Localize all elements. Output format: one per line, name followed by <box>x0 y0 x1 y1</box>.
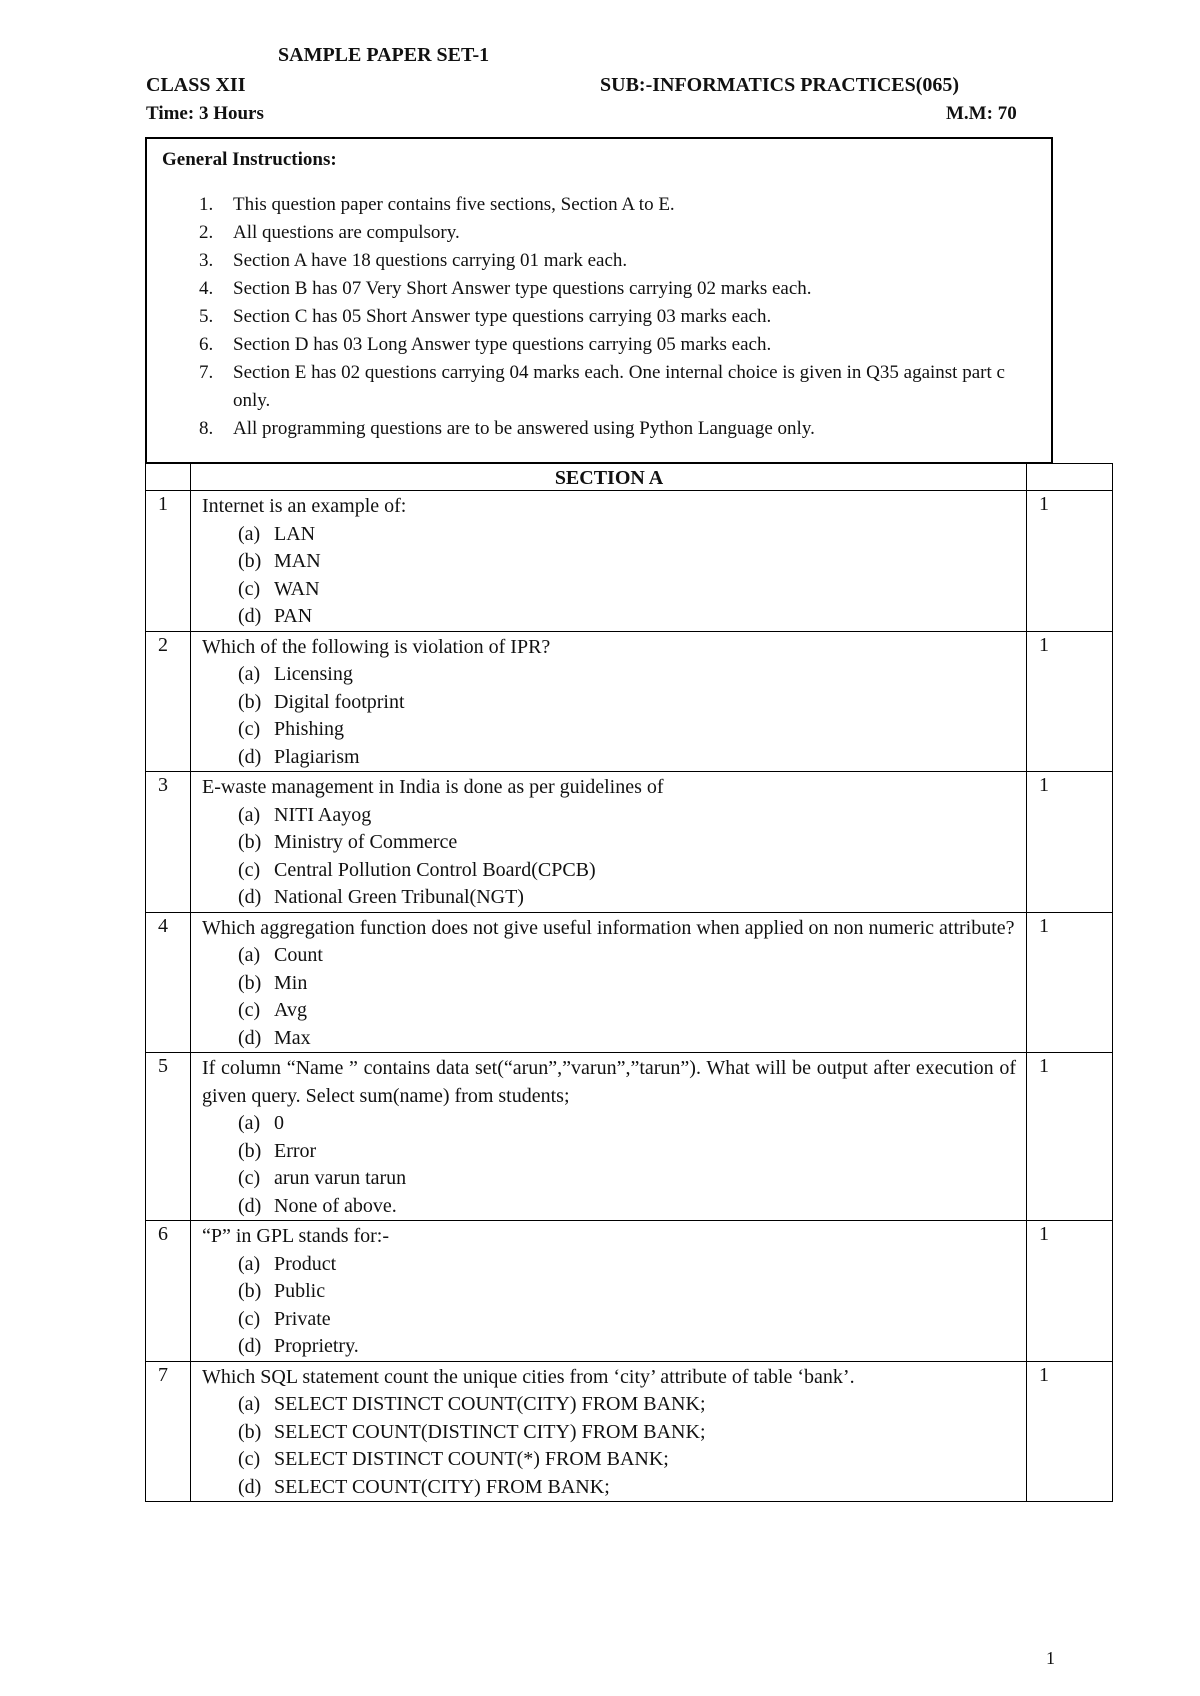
option-label: (b) <box>238 831 262 853</box>
instruction-item <box>163 303 1043 331</box>
instruction-text: Section D has 03 Long Answer type questions carrying 05 marks each. <box>233 334 772 355</box>
question-number: 5 <box>146 1053 191 1221</box>
option-label: (c) <box>238 1167 261 1189</box>
option-text: NITI Aayog <box>274 803 372 826</box>
option-item <box>238 1193 1016 1221</box>
option-item <box>238 970 1016 998</box>
section-header-row <box>146 464 1113 491</box>
option-text: Public <box>274 1280 326 1302</box>
questions-table <box>145 463 1113 1502</box>
instruction-text: All programming questions are to be answered using Python Language only. <box>233 418 815 439</box>
option-text: Max <box>274 1026 311 1049</box>
option-text: SELECT DISTINCT COUNT(*) FROM BANK; <box>274 1448 669 1470</box>
instruction-number: 3. <box>199 250 214 271</box>
instruction-number: 8. <box>199 418 214 439</box>
option-item <box>238 548 1016 576</box>
question-number: 7 <box>146 1361 191 1502</box>
option-text: Min <box>274 971 308 994</box>
option-item <box>238 1419 1016 1447</box>
question-content <box>191 631 1027 772</box>
instruction-number: 6. <box>199 334 214 355</box>
instruction-number: 1. <box>199 194 214 215</box>
question-marks: 1 <box>1027 772 1113 913</box>
question-content <box>191 491 1027 632</box>
option-item <box>238 997 1016 1025</box>
question-text: If column “Name ” contains data set(“arun”,”varun”,”tarun”). What will be output after execution of given query. Select sum(name) from students; <box>202 1057 1016 1107</box>
option-item <box>238 1446 1016 1474</box>
option-text: None of above. <box>274 1194 397 1217</box>
options-list <box>202 1110 1016 1220</box>
option-label: (a) <box>238 663 261 685</box>
subject-label: SUB:-INFORMATICS PRACTICES(065) <box>600 74 960 96</box>
question-content <box>191 1361 1027 1502</box>
option-item <box>238 1474 1016 1502</box>
option-text: 0 <box>274 1112 284 1134</box>
paper-title: SAMPLE PAPER SET-1 <box>278 44 490 66</box>
max-marks-label: M.M: 70 <box>946 103 1017 124</box>
option-item <box>238 829 1016 857</box>
question-text: Internet is an example of: <box>202 495 407 517</box>
instruction-item <box>163 275 1043 303</box>
option-item <box>238 1251 1016 1279</box>
options-list <box>202 802 1016 912</box>
option-item <box>238 1110 1016 1138</box>
instruction-text: Section A have 18 questions carrying 01 mark each. <box>233 250 628 271</box>
instruction-text: Section C has 05 Short Answer type questions carrying 03 marks each. <box>233 306 772 327</box>
option-text: Phishing <box>274 718 345 740</box>
option-item <box>238 802 1016 830</box>
instruction-number: 4. <box>199 278 214 299</box>
question-row <box>146 491 1113 632</box>
option-item <box>238 942 1016 970</box>
option-item <box>238 884 1016 912</box>
question-text: Which aggregation function does not give useful information when applied on non numeric attribute? <box>202 916 1015 939</box>
option-label: (c) <box>238 718 261 740</box>
option-label: (d) <box>238 886 262 908</box>
option-label: (a) <box>238 1252 261 1275</box>
option-text: SELECT COUNT(CITY) FROM BANK; <box>274 1475 610 1498</box>
instruction-item <box>163 359 1043 415</box>
option-text: Plagiarism <box>274 745 360 768</box>
option-item <box>238 744 1016 772</box>
option-item <box>238 1306 1016 1334</box>
option-label: (b) <box>238 690 262 713</box>
option-label: (a) <box>238 944 261 966</box>
question-text: Which SQL statement count the unique cities from ‘city’ attribute of table ‘bank’. <box>202 1365 855 1388</box>
option-item <box>238 1333 1016 1361</box>
option-label: (d) <box>238 1194 262 1217</box>
question-marks: 1 <box>1027 1221 1113 1362</box>
instruction-item <box>163 415 1043 443</box>
option-label: (b) <box>238 1420 262 1443</box>
option-text: MAN <box>274 550 321 572</box>
question-number: 3 <box>146 772 191 913</box>
option-text: Avg <box>274 999 307 1021</box>
question-text: “P” in GPL stands for:- <box>202 1225 390 1247</box>
option-item <box>238 576 1016 604</box>
instruction-item <box>163 247 1043 275</box>
instruction-number: 5. <box>199 306 214 327</box>
instruction-text: Section E has 02 questions carrying 04 marks each. One internal choice is given in Q35 against part c only. <box>233 362 1005 411</box>
question-row <box>146 1361 1113 1502</box>
option-item <box>238 716 1016 744</box>
option-label: (d) <box>238 1026 262 1049</box>
question-row <box>146 772 1113 913</box>
option-label: (c) <box>238 858 261 881</box>
option-item <box>238 1278 1016 1306</box>
instruction-number: 2. <box>199 222 214 243</box>
time-label: Time: 3 Hours <box>146 103 264 124</box>
option-text: National Green Tribunal(NGT) <box>274 886 524 908</box>
question-marks: 1 <box>1027 631 1113 772</box>
option-label: (d) <box>238 1335 262 1357</box>
option-text: SELECT COUNT(DISTINCT CITY) FROM BANK; <box>274 1420 706 1443</box>
option-text: Ministry of Commerce <box>274 831 458 853</box>
option-text: Error <box>274 1139 317 1162</box>
option-label: (b) <box>238 971 262 994</box>
option-item <box>238 689 1016 717</box>
option-text: Proprietry. <box>274 1335 359 1357</box>
option-text: Count <box>274 944 323 966</box>
options-list <box>202 1391 1016 1501</box>
instruction-item <box>163 219 1043 247</box>
instruction-text: Section B has 07 Very Short Answer type questions carrying 02 marks each. <box>233 278 812 299</box>
question-text: Which of the following is violation of IPR? <box>202 635 551 658</box>
option-text: SELECT DISTINCT COUNT(CITY) FROM BANK; <box>274 1393 706 1415</box>
question-content <box>191 772 1027 913</box>
option-label: (a) <box>238 1112 261 1134</box>
section-title: SECTION A <box>191 464 1027 491</box>
question-row <box>146 1221 1113 1362</box>
option-label: (d) <box>238 605 262 627</box>
class-label: CLASS XII <box>146 74 246 96</box>
question-row <box>146 1053 1113 1221</box>
question-marks: 1 <box>1027 1361 1113 1502</box>
option-text: PAN <box>274 605 313 627</box>
question-content <box>191 1053 1027 1221</box>
instruction-text: This question paper contains five sections, Section A to E. <box>233 194 675 215</box>
options-list <box>202 1251 1016 1361</box>
general-instructions-box <box>145 137 1053 464</box>
options-list <box>202 661 1016 771</box>
question-text: E-waste management in India is done as per guidelines of <box>202 776 664 798</box>
option-item <box>238 1138 1016 1166</box>
option-text: WAN <box>274 577 320 600</box>
option-label: (a) <box>238 1393 261 1415</box>
option-text: Digital footprint <box>274 690 405 713</box>
options-list <box>202 942 1016 1052</box>
option-item <box>238 661 1016 689</box>
instructions-title: General Instructions: <box>162 149 337 170</box>
question-marks: 1 <box>1027 912 1113 1053</box>
page-number: 1 <box>1046 1648 1055 1668</box>
option-text: LAN <box>274 522 316 545</box>
option-label: (b) <box>238 550 262 572</box>
option-item <box>238 1391 1016 1419</box>
question-number: 4 <box>146 912 191 1053</box>
instructions-list <box>163 191 1043 443</box>
question-marks: 1 <box>1027 491 1113 632</box>
question-row <box>146 631 1113 772</box>
question-content <box>191 1221 1027 1362</box>
option-label: (c) <box>238 1448 261 1470</box>
option-label: (a) <box>238 803 261 826</box>
option-label: (a) <box>238 522 261 545</box>
instruction-text: All questions are compulsory. <box>233 222 460 243</box>
question-number: 2 <box>146 631 191 772</box>
option-label: (d) <box>238 1475 262 1498</box>
option-item <box>238 603 1016 631</box>
instruction-item <box>163 331 1043 359</box>
instruction-number: 7. <box>199 362 214 383</box>
option-text: Central Pollution Control Board(CPCB) <box>274 858 596 881</box>
option-text: arun varun tarun <box>274 1167 407 1189</box>
option-label: (d) <box>238 745 262 768</box>
option-item <box>238 521 1016 549</box>
option-item <box>238 1025 1016 1053</box>
section-marks-cell <box>1027 464 1113 491</box>
question-row <box>146 912 1113 1053</box>
option-label: (b) <box>238 1139 262 1162</box>
option-text: Private <box>274 1307 331 1330</box>
option-item <box>238 1165 1016 1193</box>
question-content <box>191 912 1027 1053</box>
instruction-item <box>163 191 1043 219</box>
option-text: Licensing <box>274 663 353 685</box>
option-label: (c) <box>238 577 261 600</box>
option-label: (c) <box>238 999 261 1021</box>
options-list <box>202 521 1016 631</box>
option-item <box>238 857 1016 885</box>
option-label: (b) <box>238 1280 262 1302</box>
question-number: 6 <box>146 1221 191 1362</box>
option-text: Product <box>274 1252 337 1275</box>
question-marks: 1 <box>1027 1053 1113 1221</box>
section-number-cell <box>146 464 191 491</box>
question-number: 1 <box>146 491 191 632</box>
option-label: (c) <box>238 1307 261 1330</box>
